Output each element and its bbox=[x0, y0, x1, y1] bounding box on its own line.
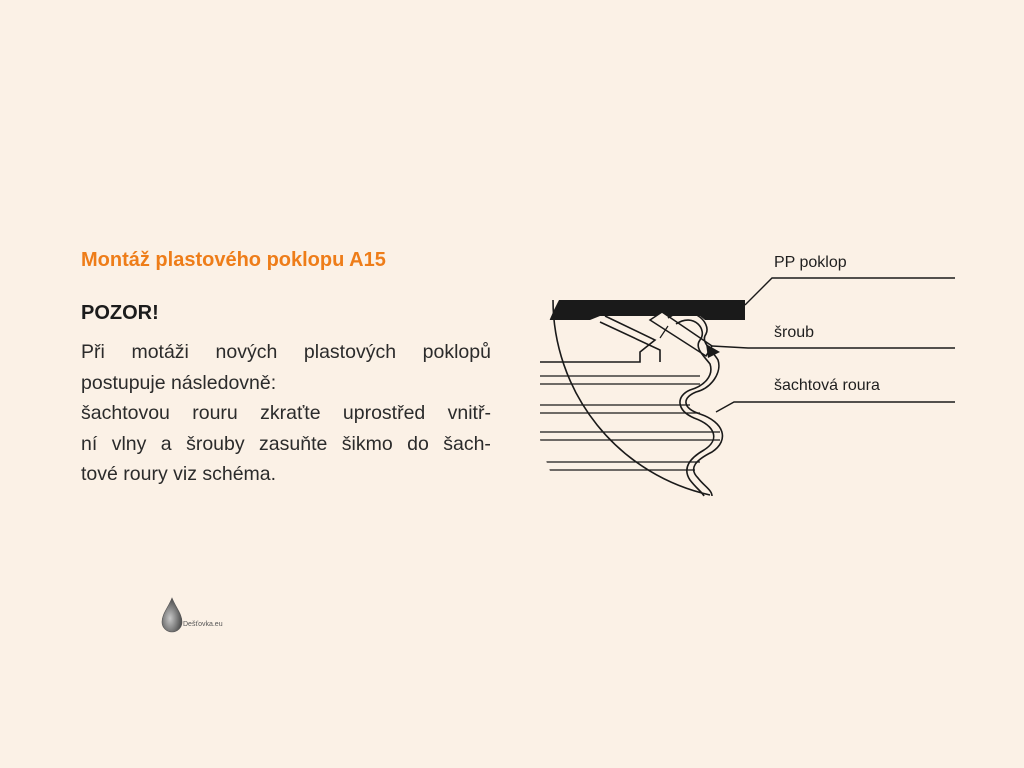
word: zasuňte bbox=[259, 432, 328, 455]
lid-cross-section-diagram bbox=[540, 245, 970, 515]
word: motáži bbox=[131, 341, 189, 363]
word: šach- bbox=[443, 432, 491, 455]
word: rouru bbox=[192, 402, 238, 424]
instruction-line-3 bbox=[81, 398, 491, 429]
screw-leader-line bbox=[712, 346, 955, 348]
pipe-label: šachtová roura bbox=[774, 377, 880, 394]
word: do bbox=[407, 432, 429, 455]
word: šachtovou bbox=[81, 402, 170, 424]
word: plastových bbox=[303, 341, 397, 363]
word: ní bbox=[81, 432, 98, 455]
word: Při bbox=[81, 341, 105, 363]
word: vlny bbox=[111, 432, 147, 455]
instruction-line-4 bbox=[81, 429, 491, 460]
warning-heading: POZOR! bbox=[81, 302, 159, 324]
word: uprostřed bbox=[342, 402, 426, 424]
lid-label: PP poklop bbox=[774, 254, 847, 271]
page-title: Montáž plastového poklopu A15 bbox=[81, 249, 386, 271]
word: zkraťte bbox=[260, 402, 321, 424]
word: poklopů bbox=[422, 341, 491, 363]
pipe-leader-line bbox=[716, 402, 955, 412]
instruction-line-1 bbox=[81, 337, 491, 368]
lid-top bbox=[540, 300, 745, 320]
water-drop-icon bbox=[160, 596, 184, 634]
instruction-line-2: postupuje následovně: bbox=[81, 371, 277, 394]
logo-text: Dešťovka.eu bbox=[183, 621, 223, 628]
lid-leader-line bbox=[745, 278, 955, 305]
screw-label: šroub bbox=[774, 324, 815, 341]
word: šrouby bbox=[186, 432, 245, 455]
instructions-text bbox=[81, 337, 491, 490]
word: šikmo bbox=[341, 432, 393, 455]
word: vnitř- bbox=[447, 402, 491, 424]
pipe-ribs bbox=[540, 376, 720, 470]
word: a bbox=[160, 432, 172, 455]
instruction-line-5: tové roury viz schéma. bbox=[81, 463, 277, 485]
word: nových bbox=[215, 341, 278, 363]
